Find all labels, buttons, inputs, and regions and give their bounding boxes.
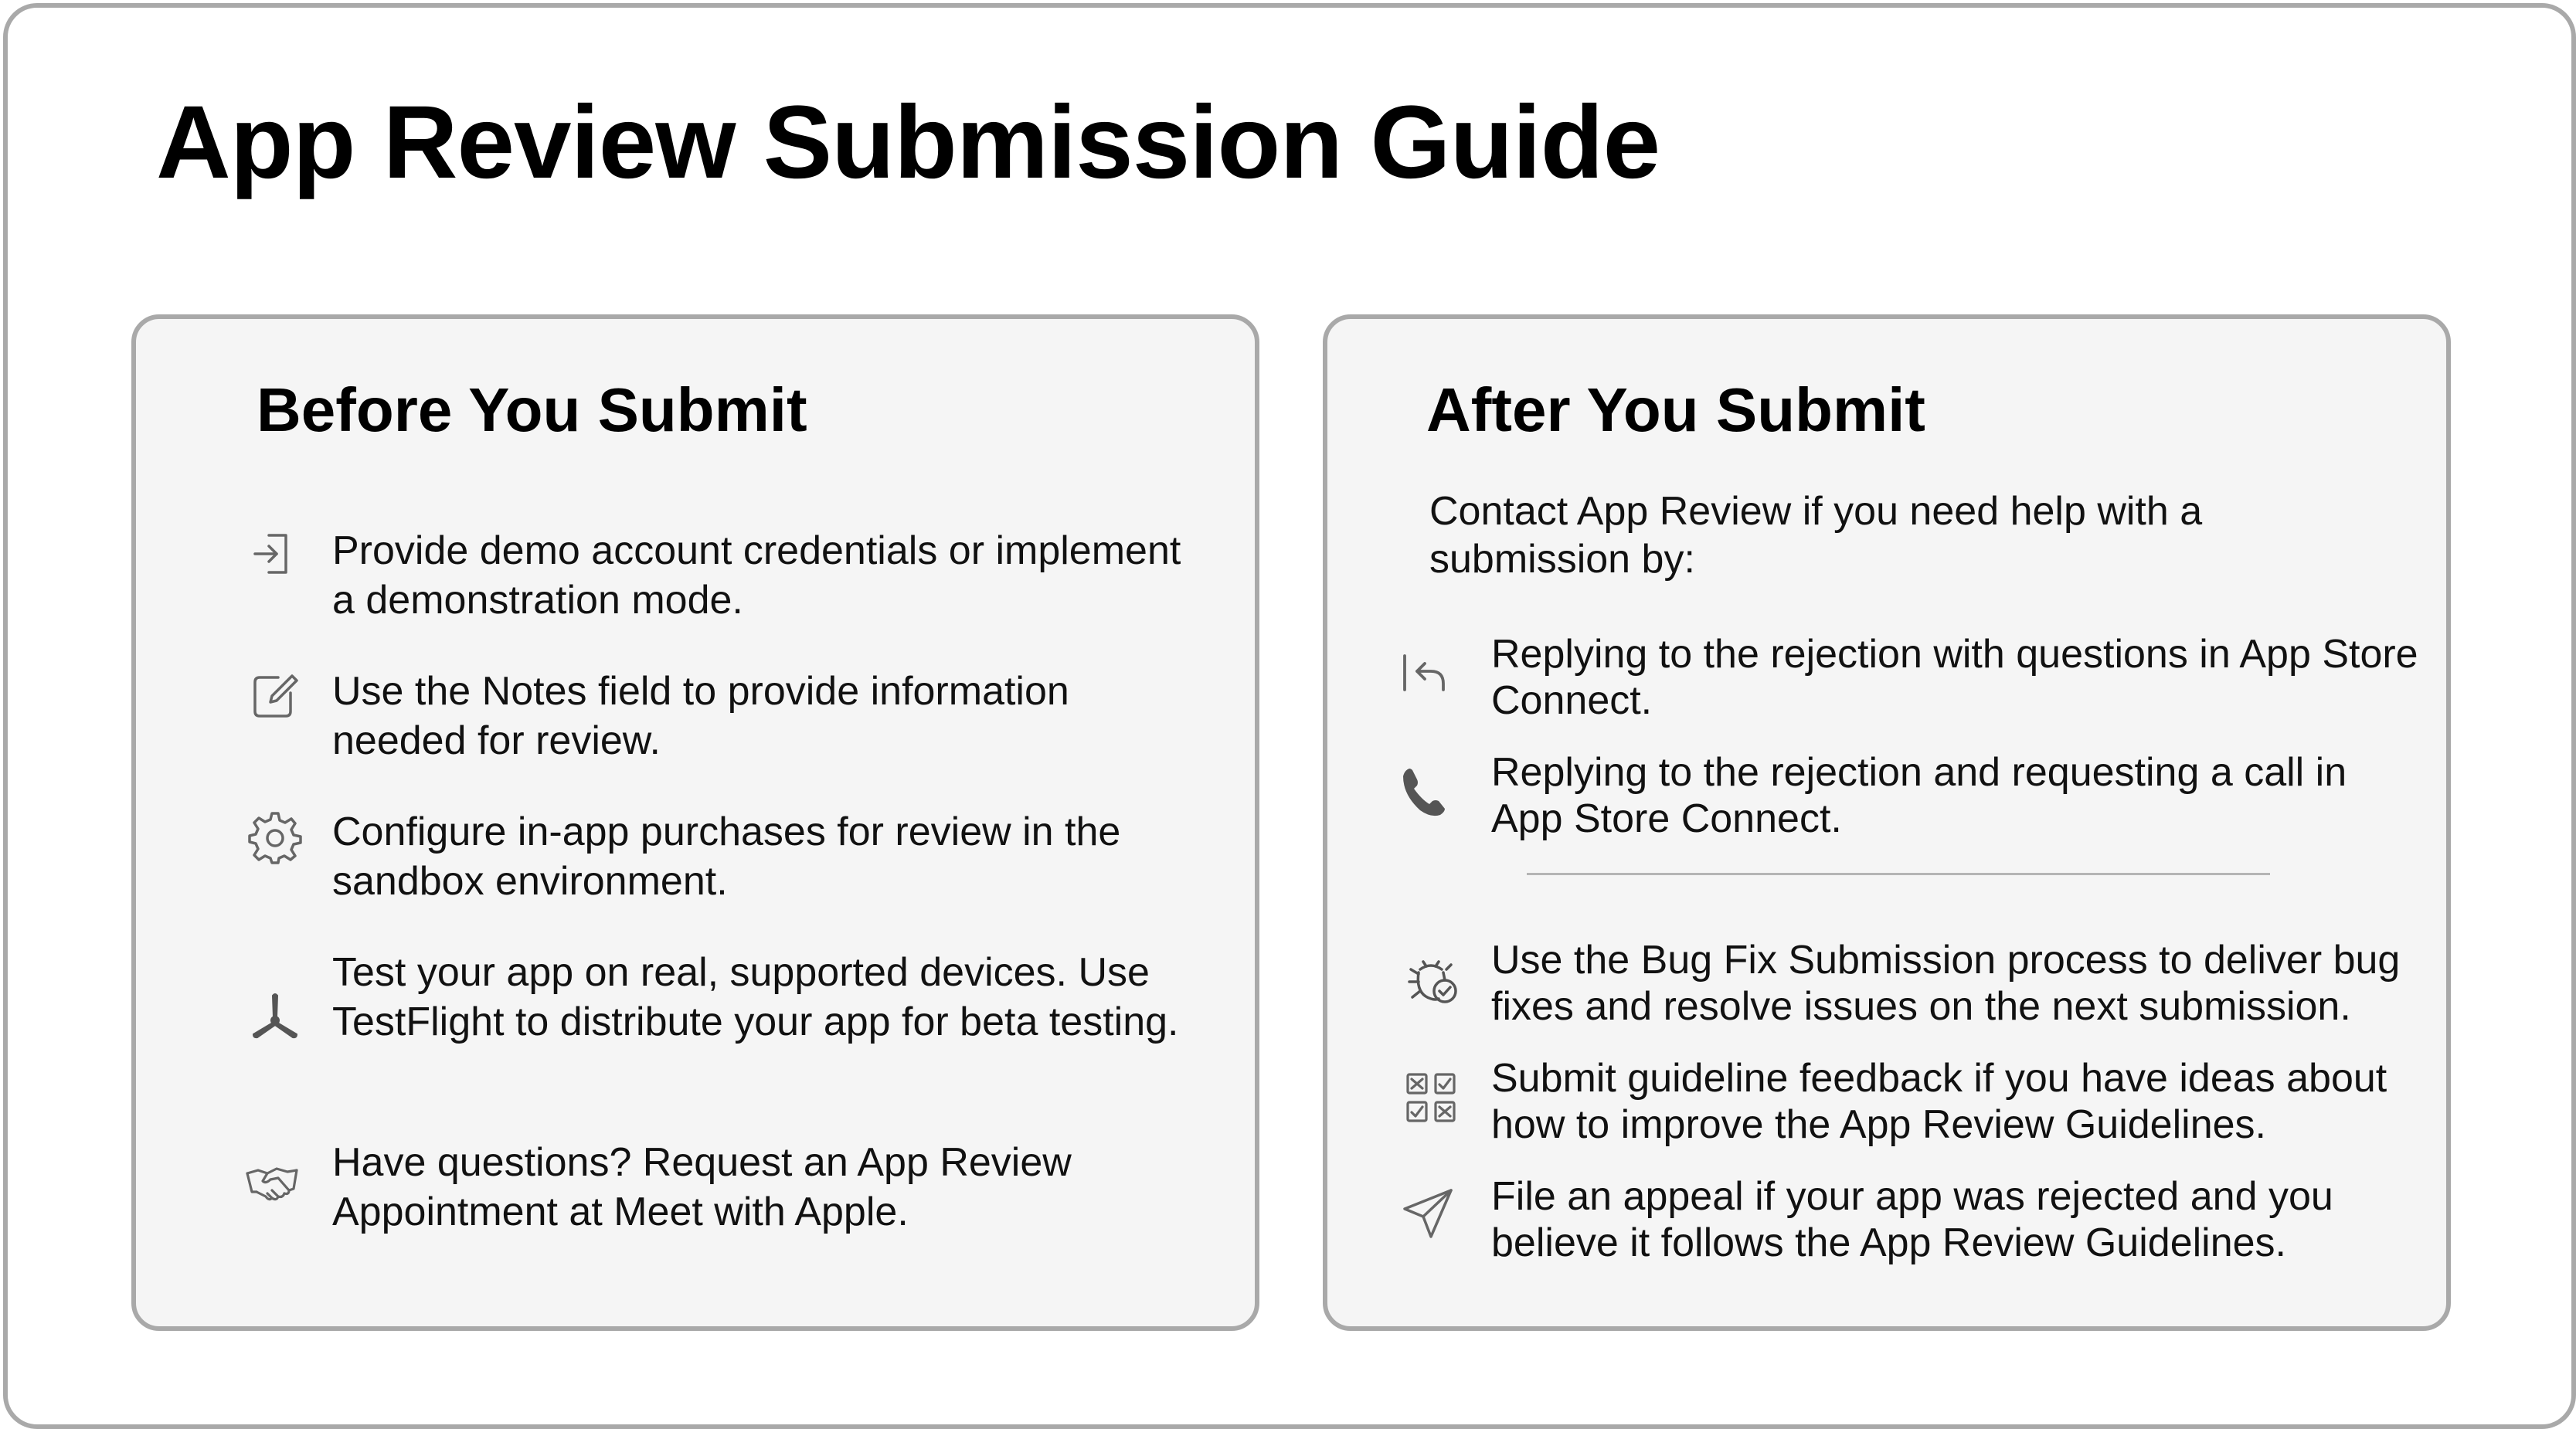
testflight-propeller-icon (247, 989, 303, 1045)
intro-text: Contact App Review if you need help with a submission by: (1429, 489, 2203, 582)
panel-heading: Before You Submit (257, 375, 807, 444)
gear-icon (247, 810, 303, 866)
paper-plane-icon (1400, 1186, 1456, 1241)
phone-icon (1397, 764, 1453, 820)
reply-icon (1397, 645, 1453, 701)
bug-check-icon (1403, 951, 1459, 1006)
divider (1527, 873, 2270, 875)
checklist-grid-icon (1403, 1070, 1459, 1125)
edit-note-icon (247, 668, 303, 724)
sign-in-icon (246, 526, 301, 582)
handshake-icon (244, 1155, 300, 1210)
before-you-submit-panel: Before You Submit Provide demo account credentials or implement a demonstration mode. Use the Notes field to provide information needed for review. Configure in-app purchases for review in the sandbox environment. Test your app on real, supported devices. Use TestFlight to distribute your app for beta testing. Have questions? Request an App Review Appointment at Meet with Apple. (131, 314, 1259, 1331)
panel-heading: After You Submit (1426, 375, 1925, 444)
after-you-submit-panel: After You Submit Contact App Review if you need help with a submission by: Replying to the rejection with questions in App Store Connect. Replying to the rejection and requesting a call in App Store Connect. Use the Bug Fix Submission process to deliver bug fixes and resolve issues on the next submission. Submit guideline feedback if you have ideas about how to improve the App Review Guidelines. File an appeal if your app was rejected and you believe it follows the App Review Guidelines. (1323, 314, 2451, 1331)
page-title: App Review Submission Guide (156, 85, 1660, 200)
